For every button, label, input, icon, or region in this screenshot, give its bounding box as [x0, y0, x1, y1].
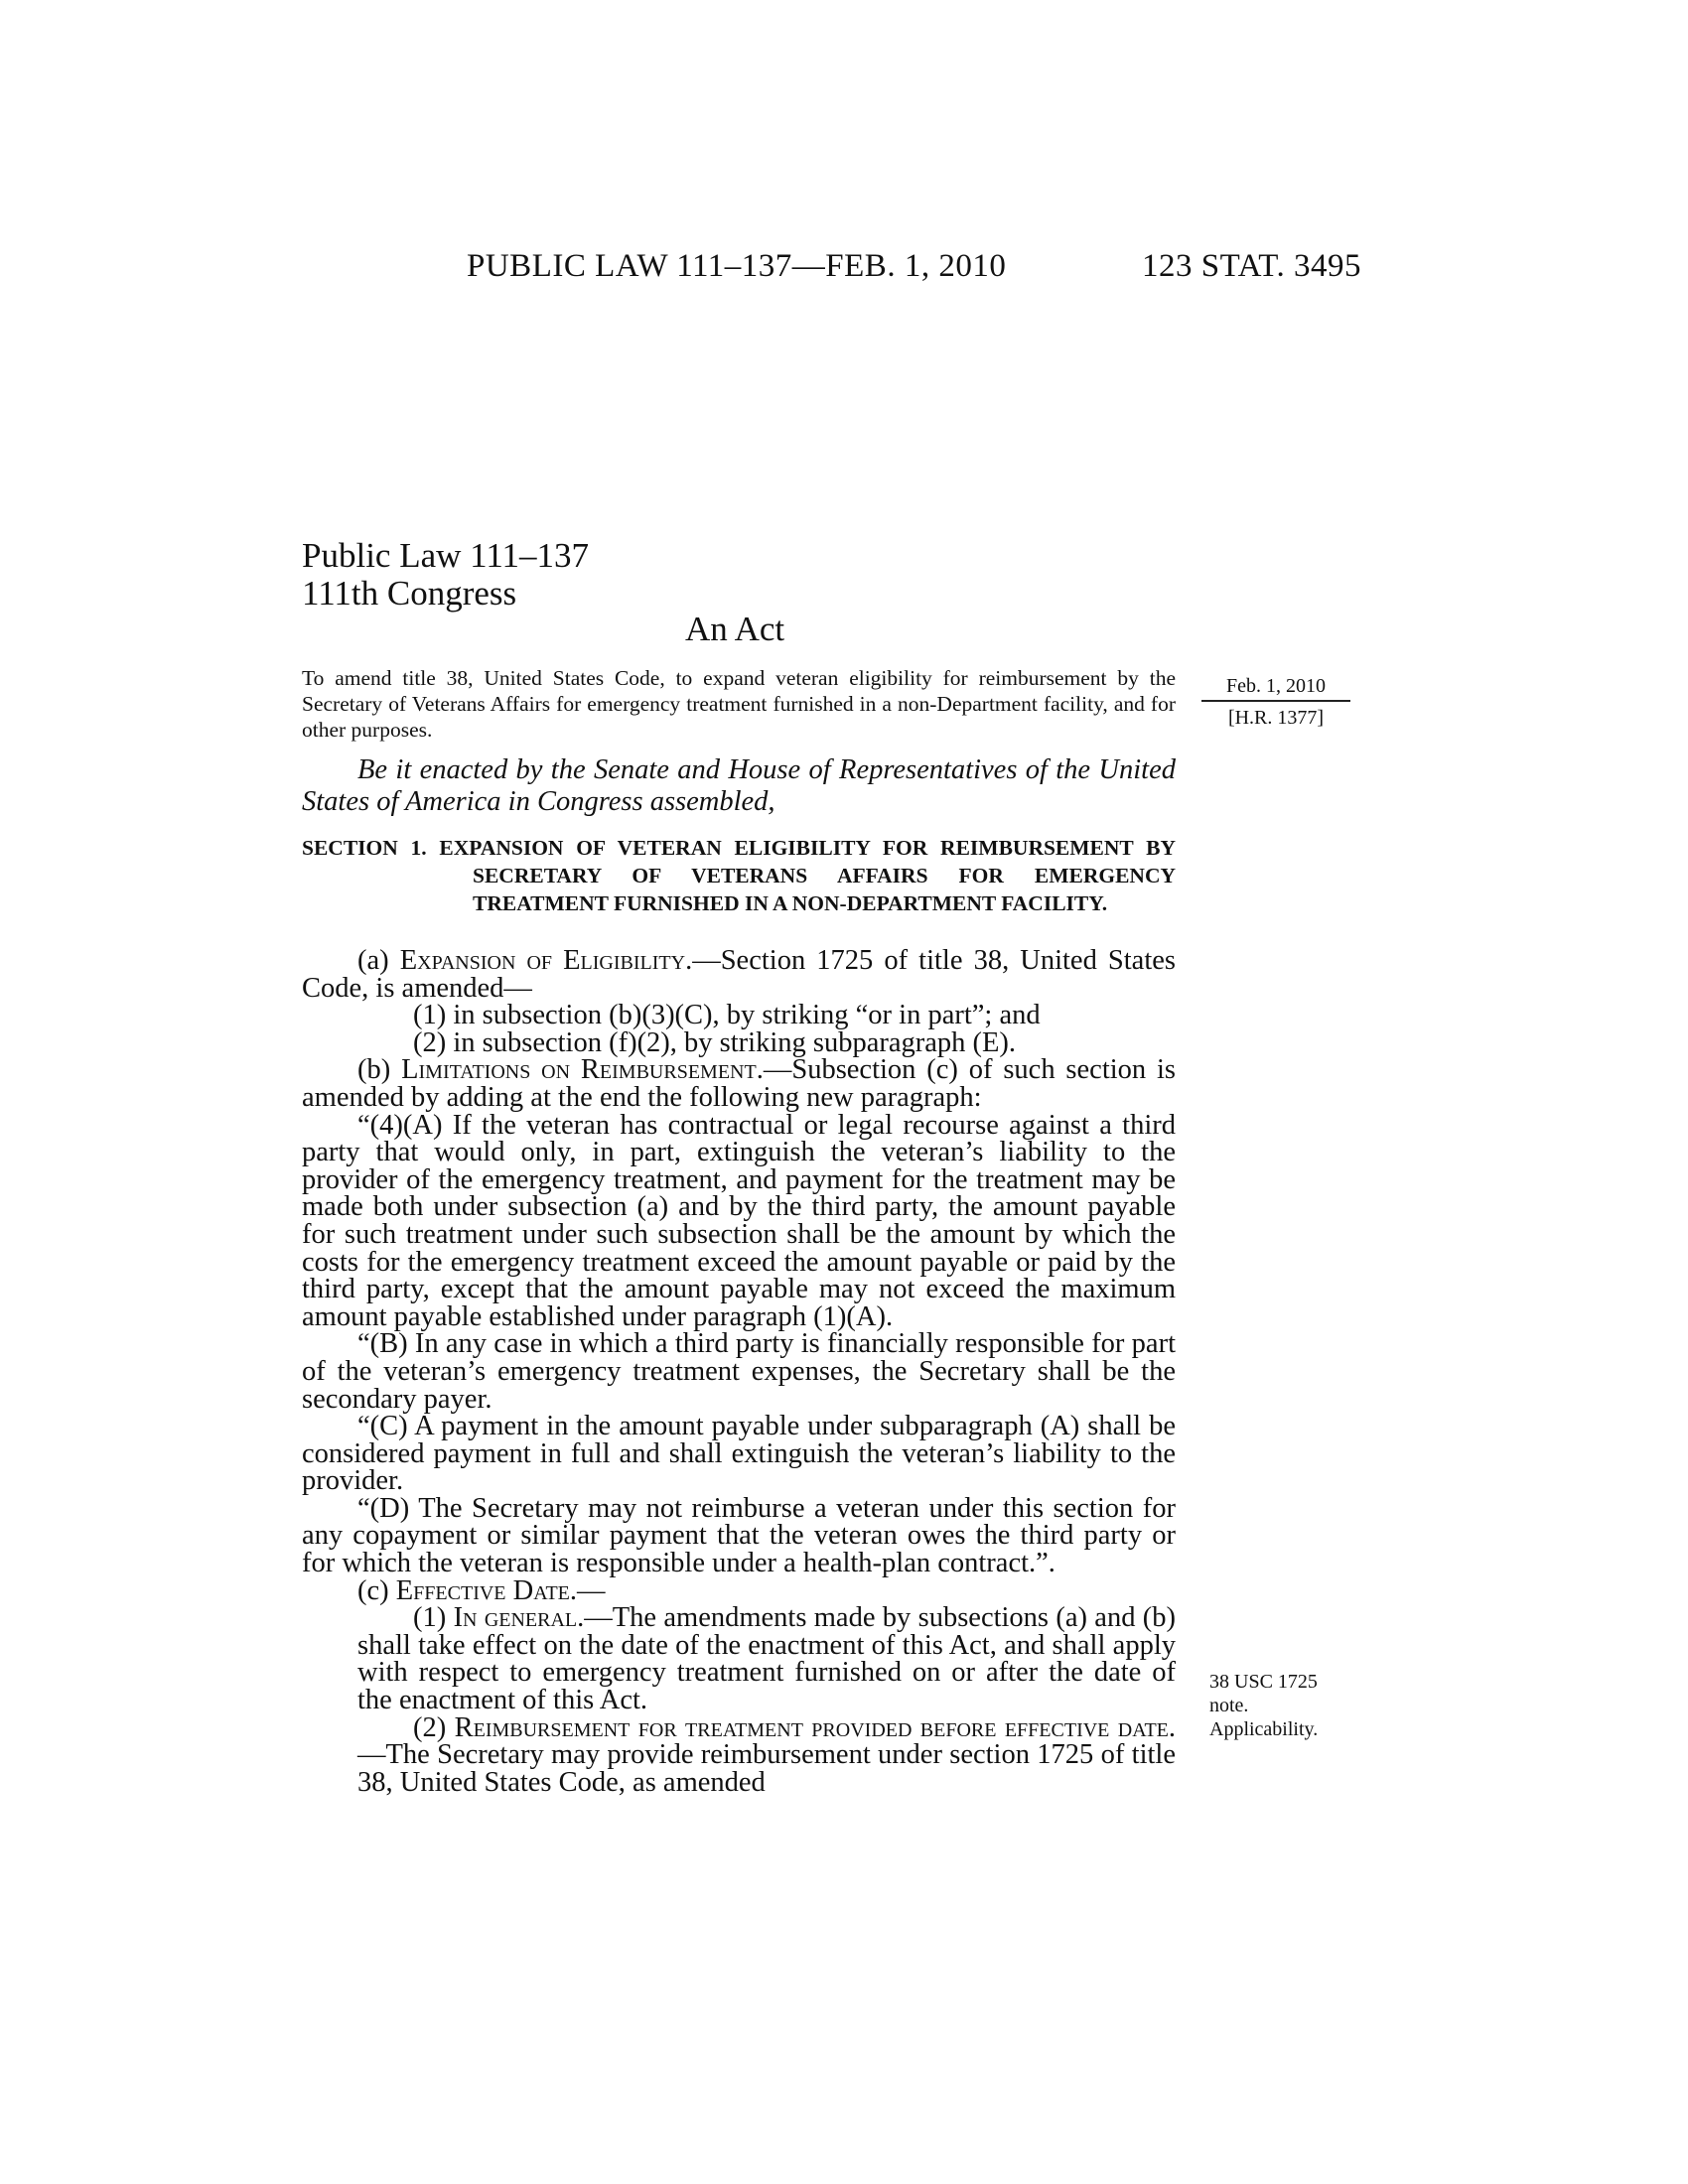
- purpose-statement: To amend title 38, United States Code, to expand veteran eligibility for reimbursement by the Secretary of Veterans Affairs for emergency treatment furnished in a non-Department facility, and for other purposes.: [302, 666, 1176, 742]
- subsection-text: .—: [569, 1574, 606, 1606]
- margin-note-usc: [1209, 1670, 1318, 1741]
- margin-note-bill: [H.R. 1377]: [1227, 707, 1325, 729]
- paragraph-label: (1): [413, 1602, 454, 1634]
- section-heading: SECTION 1. EXPANSION OF VETERAN ELIGIBILITY FOR REIMBURSEMENT BY SECRETARY OF VETERANS AFFAIRS FOR EMERGENCY TREATMENT FURNISHED IN A NON-DEPARTMENT FACILITY.: [302, 836, 1176, 915]
- margin-note-date: Feb. 1, 2010: [1201, 675, 1350, 702]
- running-header-page: 123 STAT. 3495: [1142, 248, 1362, 284]
- subsection-label: (b): [357, 1054, 402, 1086]
- enacting-clause: Be it enacted by the Senate and House of Representatives of the United States of America in Congress assembled,: [302, 754, 1176, 817]
- congress-number: 111th Congress: [302, 574, 517, 613]
- paragraph-a2: (2) in subsection (f)(2), by striking subparagraph (E).: [413, 1026, 1017, 1058]
- act-heading: An Act: [685, 610, 785, 648]
- quoted-subparagraph-c: “(C) A payment in the amount payable under subparagraph (A) shall be considered payment in full and shall extinguish the veteran’s liability to the provider.: [302, 1411, 1176, 1497]
- subsection-caption: Expansion of Eligibility: [399, 945, 686, 976]
- margin-note-usc-line: 38 USC 1725: [1209, 1671, 1318, 1693]
- running-header-citation: PUBLIC LAW 111–137—FEB. 1, 2010: [467, 248, 1007, 284]
- paragraph-text: .—The amendments made by subsections (a) and (b) shall take effect on the date of the enactment of this Act, and shall apply with respect to emergency treatment furnished on or after the date of the enactment of this Act.: [357, 1602, 1176, 1716]
- law-number: Public Law 111–137: [302, 536, 590, 575]
- subsection-c: [302, 1574, 1176, 1606]
- subsection-text: .—Subsection (c) of such section is amended by adding at the end the following new paragraph:: [302, 1054, 1177, 1113]
- subsection-a: [302, 947, 1176, 1002]
- paragraph-text: .—The Secretary may provide reimbursement under section 1725 of title 38, United States Code, as amended: [357, 1711, 1176, 1798]
- section-body: [302, 947, 1176, 1796]
- paragraph-c2: [302, 1711, 1176, 1798]
- paragraph-a1: (1) in subsection (b)(3)(C), by striking “or in part”; and: [413, 1000, 1041, 1031]
- subsection-caption: Limitations on Reimbursement: [401, 1054, 757, 1086]
- quoted-subparagraph-d: “(D) The Secretary may not reimburse a veteran under this section for any copayment or similar payment that the veteran owes the third party or for which the veteran is responsible under a health-plan contract.”.: [302, 1492, 1176, 1579]
- margin-note-usc-line: Applicability.: [1209, 1718, 1319, 1740]
- subsection-caption: Effective Date: [395, 1574, 570, 1606]
- paragraph-label: (2): [413, 1711, 455, 1743]
- quoted-subparagraph-b: “(B) In any case in which a third party is financially responsible for part of the veteran’s emergency treatment expenses, the Secretary shall be the secondary payer.: [302, 1328, 1176, 1415]
- subsection-b: [302, 1056, 1176, 1111]
- subsection-label: (a): [357, 945, 400, 976]
- subsection-text: .—Section 1725 of title 38, United States Code, is amended—: [302, 945, 1176, 1004]
- quoted-paragraph-4a: “(4)(A) If the veteran has contractual or legal recourse against a third party that would only, in part, extinguish the veteran’s liability to the provider of the emergency treatment, and payment for the treatment may be made both under subsection (a) and by the third party, the amount payable for such treatment under such subsection shall be the amount by which the costs for the emergency treatment exceed the amount payable or paid by the third party, except that the amount payable may not exceed the maximum amount payable established under paragraph (1)(A).: [302, 1109, 1176, 1332]
- subsection-label: (c): [357, 1574, 396, 1606]
- paragraph-caption: In general: [453, 1602, 578, 1634]
- margin-note-usc-line: note.: [1209, 1695, 1249, 1716]
- paragraph-c1: [302, 1602, 1176, 1716]
- paragraph-caption: Reimbursement for treatment provided before effective date: [454, 1711, 1169, 1743]
